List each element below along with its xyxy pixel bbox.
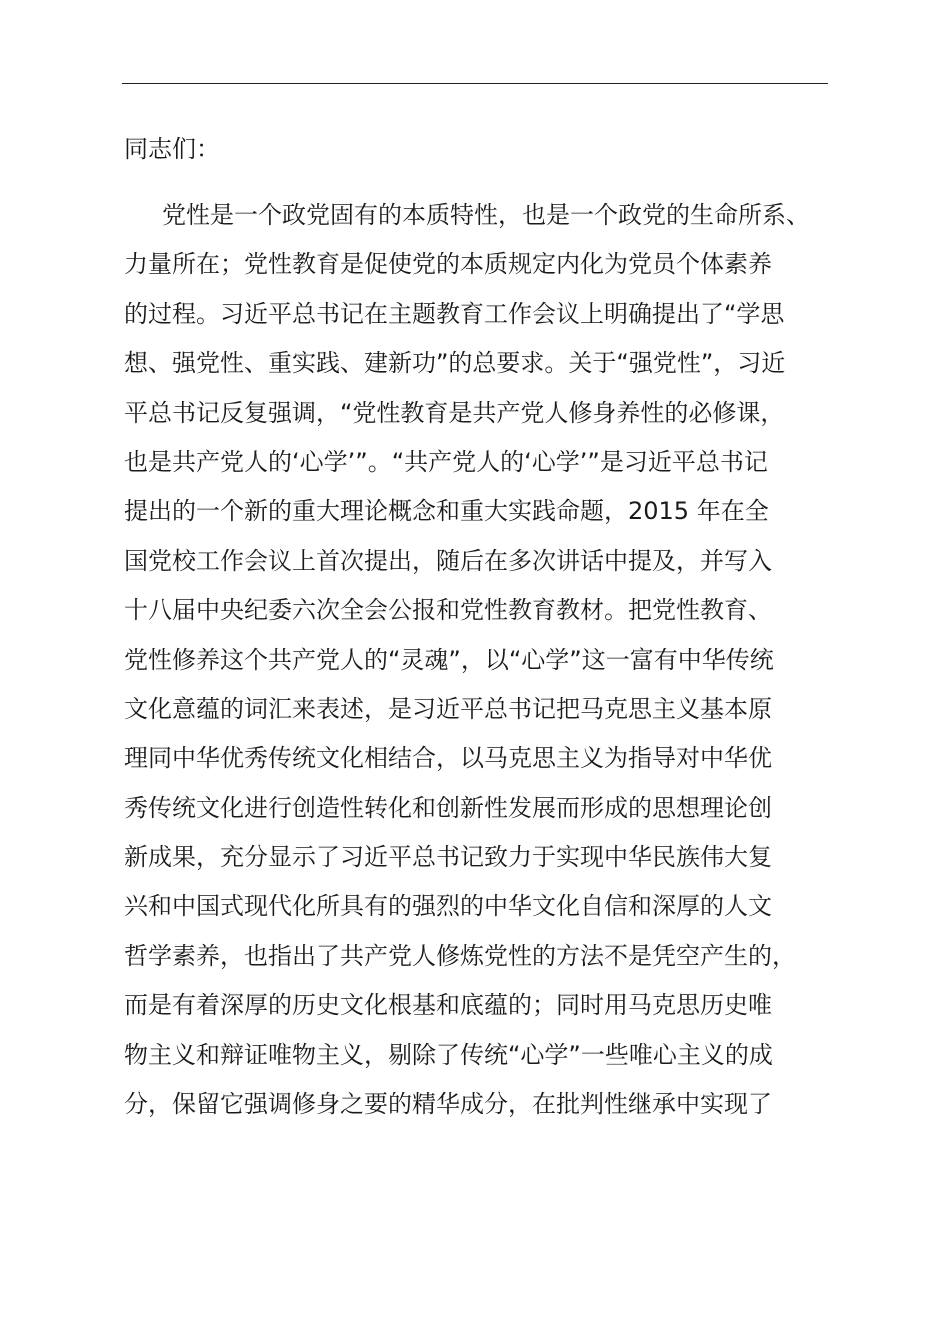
paragraph-line: 平总书记反复强调，“党性教育是共产党人修身养性的必修课， bbox=[124, 398, 785, 427]
paragraph-line: 党性修养这个共产党人的“灵魂”，以“心学”这一富有中华传统 bbox=[124, 645, 774, 674]
paragraph-line: 新成果，充分显示了习近平总书记致力于实现中华民族伟大复 bbox=[124, 843, 772, 872]
header-rule bbox=[122, 83, 828, 84]
paragraph-line: 而是有着深厚的历史文化根基和底蕴的；同时用马克思历史唯 bbox=[124, 991, 772, 1020]
paragraph-line: 物主义和辩证唯物主义，剔除了传统“心学”一些唯心主义的成 bbox=[124, 1040, 773, 1069]
body-paragraph bbox=[124, 196, 864, 1134]
paragraph-line: 秀传统文化进行创造性转化和创新性发展而形成的思想理论创 bbox=[124, 793, 772, 822]
paragraph-line: 想、强党性、重实践、建新功”的总要求。关于“强党性”，习近 bbox=[124, 349, 786, 378]
salutation: 同志们： bbox=[124, 135, 220, 163]
paragraph-line: 党性是一个政党固有的本质特性，也是一个政党的生命所系、 bbox=[162, 201, 810, 229]
paragraph-line: 的过程。习近平总书记在主题教育工作会议上明确提出了“学思 bbox=[124, 299, 785, 328]
paragraph-line: 提出的一个新的重大理论概念和重大实践命题，2015 年在全 bbox=[124, 497, 769, 526]
paragraph-line: 分，保留它强调修身之要的精华成分，在批判性继承中实现了 bbox=[124, 1090, 772, 1119]
paragraph-line: 理同中华优秀传统文化相结合，以马克思主义为指导对中华优 bbox=[124, 744, 772, 773]
paragraph-line: 哲学素养，也指出了共产党人修炼党性的方法不是凭空产生的， bbox=[124, 941, 796, 970]
paragraph-line: 文化意蕴的词汇来表述，是习近平总书记把马克思主义基本原 bbox=[124, 694, 772, 723]
paragraph-line: 力量所在；党性教育是促使党的本质规定内化为党员个体素养 bbox=[124, 250, 772, 279]
paragraph-line: 十八届中央纪委六次全会公报和党性教育教材。把党性教育、 bbox=[124, 596, 772, 625]
paragraph-line: 兴和中国式现代化所具有的强烈的中华文化自信和深厚的人文 bbox=[124, 892, 772, 921]
paragraph-line: 国党校工作会议上首次提出，随后在多次讲话中提及，并写入 bbox=[124, 546, 772, 575]
paragraph-line: 也是共产党人的‘心学’”。“共产党人的‘心学’”是习近平总书记 bbox=[124, 447, 768, 476]
